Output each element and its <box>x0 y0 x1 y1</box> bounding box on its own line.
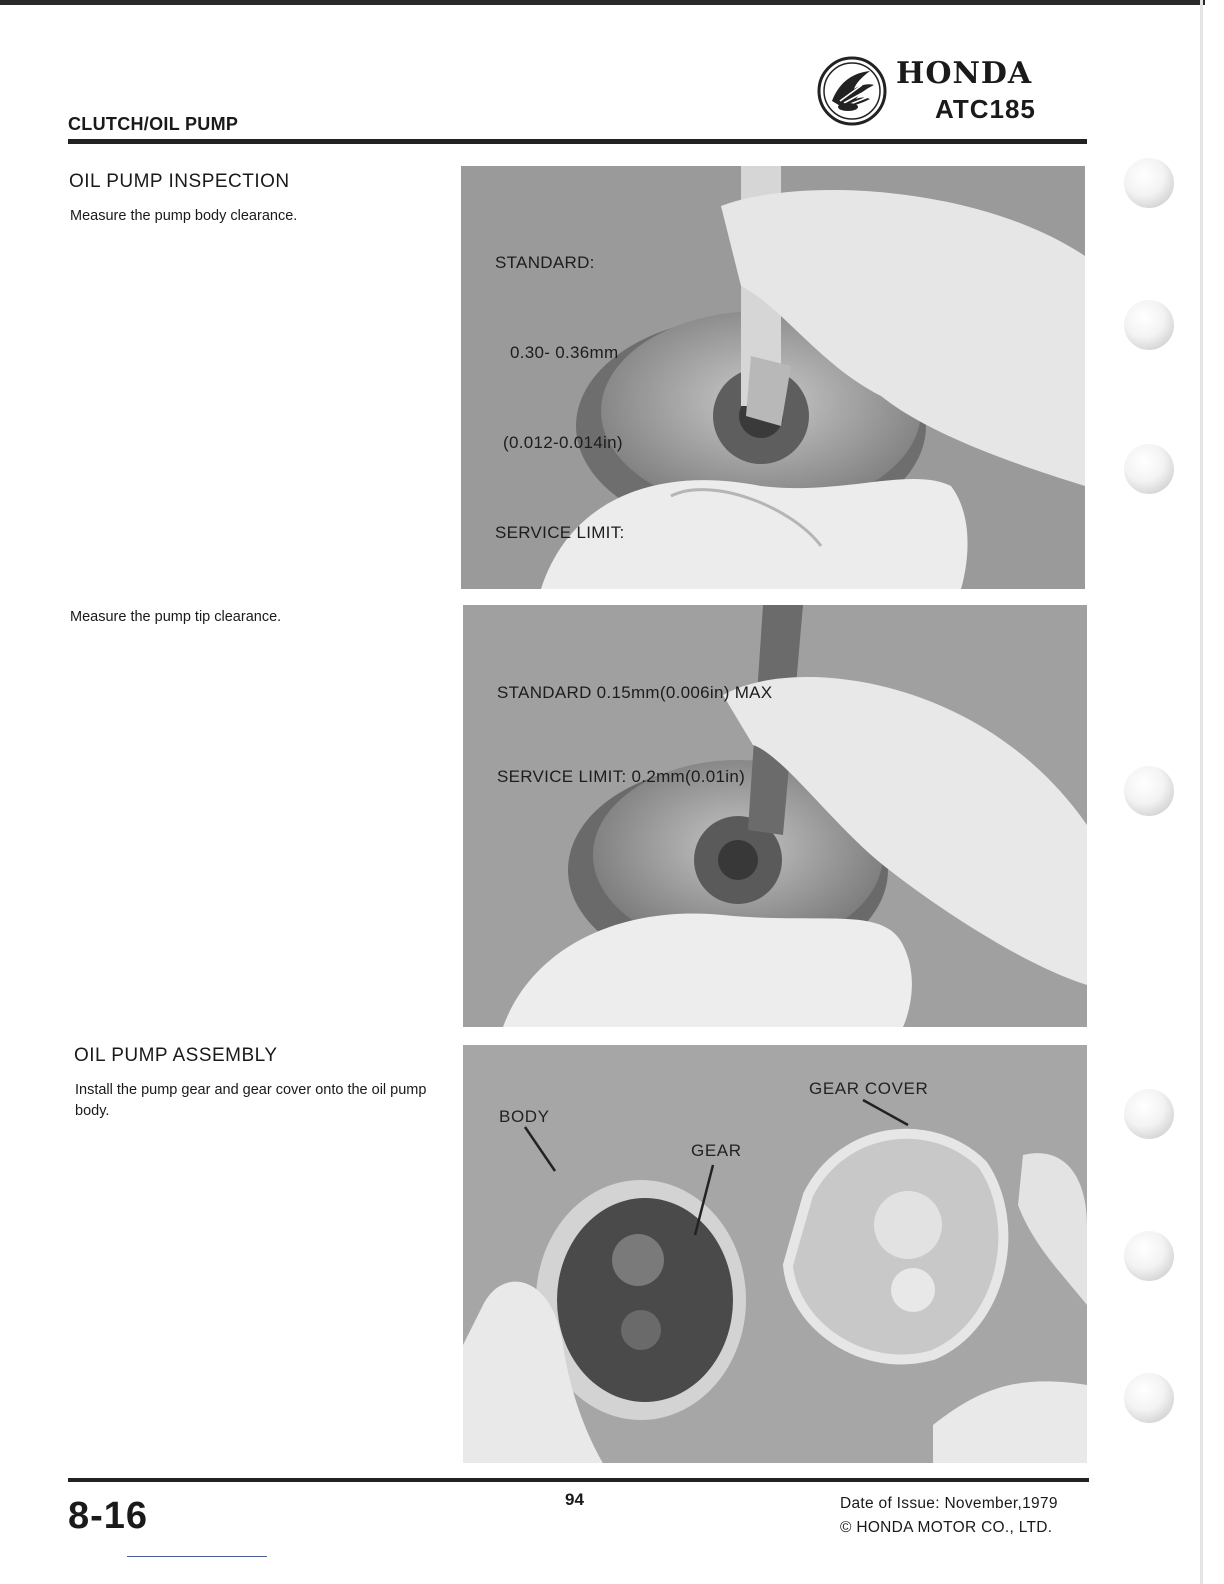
service-limit-label: SERVICE LIMIT: <box>495 523 625 542</box>
assembly-heading: OIL PUMP ASSEMBLY <box>74 1045 278 1066</box>
bottom-link-underline <box>127 1556 267 1557</box>
header-rule <box>68 139 1087 144</box>
page-code: 8-16 <box>68 1495 149 1537</box>
brand-name: HONDA <box>896 56 1033 91</box>
inspection-heading: OIL PUMP INSPECTION <box>69 171 290 192</box>
binder-hole <box>1124 1231 1174 1281</box>
label-body: BODY <box>499 1107 550 1126</box>
top-edge-rule <box>0 0 1205 5</box>
binder-hole <box>1124 300 1174 350</box>
page-number: 94 <box>565 1490 584 1509</box>
label-gear: GEAR <box>691 1141 742 1160</box>
copyright: © HONDA MOTOR CO., LTD. <box>840 1519 1053 1536</box>
tip-standard-value: STANDARD 0.15mm(0.006in) MAX <box>497 683 773 702</box>
body-clearance-text: Measure the pump body clearance. <box>70 208 298 224</box>
photo-body-clearance <box>461 166 1085 589</box>
standard-label: STANDARD: <box>495 253 595 272</box>
tip-service-limit-value: SERVICE LIMIT: 0.2mm(0.01in) <box>497 767 746 786</box>
label-gear-cover: GEAR COVER <box>809 1079 929 1098</box>
standard-in-value: (0.012-0.014in) <box>503 433 623 452</box>
binder-hole <box>1124 766 1174 816</box>
honda-wing-icon <box>816 55 888 127</box>
photo-tip-clearance <box>463 605 1087 1027</box>
section-title: CLUTCH/OIL PUMP <box>68 114 239 134</box>
binder-hole <box>1124 1089 1174 1139</box>
issue-date: Date of Issue: November,1979 <box>840 1495 1058 1512</box>
model-name: ATC185 <box>935 94 1036 124</box>
standard-mm-value: 0.30- 0.36mm <box>510 343 619 362</box>
page-right-edge <box>1200 0 1203 1584</box>
binder-hole <box>1124 1373 1174 1423</box>
assembly-text: Install the pump gear and gear cover onto the oil pump body. <box>75 1082 427 1119</box>
footer-rule <box>68 1478 1089 1482</box>
photo-pump-assembly <box>463 1045 1087 1463</box>
binder-hole <box>1124 444 1174 494</box>
binder-hole <box>1124 158 1174 208</box>
pump-assembly-photo-illustration <box>463 1045 1087 1463</box>
issue-info <box>840 1492 1058 1540</box>
tip-clearance-text: Measure the pump tip clearance. <box>70 609 282 625</box>
